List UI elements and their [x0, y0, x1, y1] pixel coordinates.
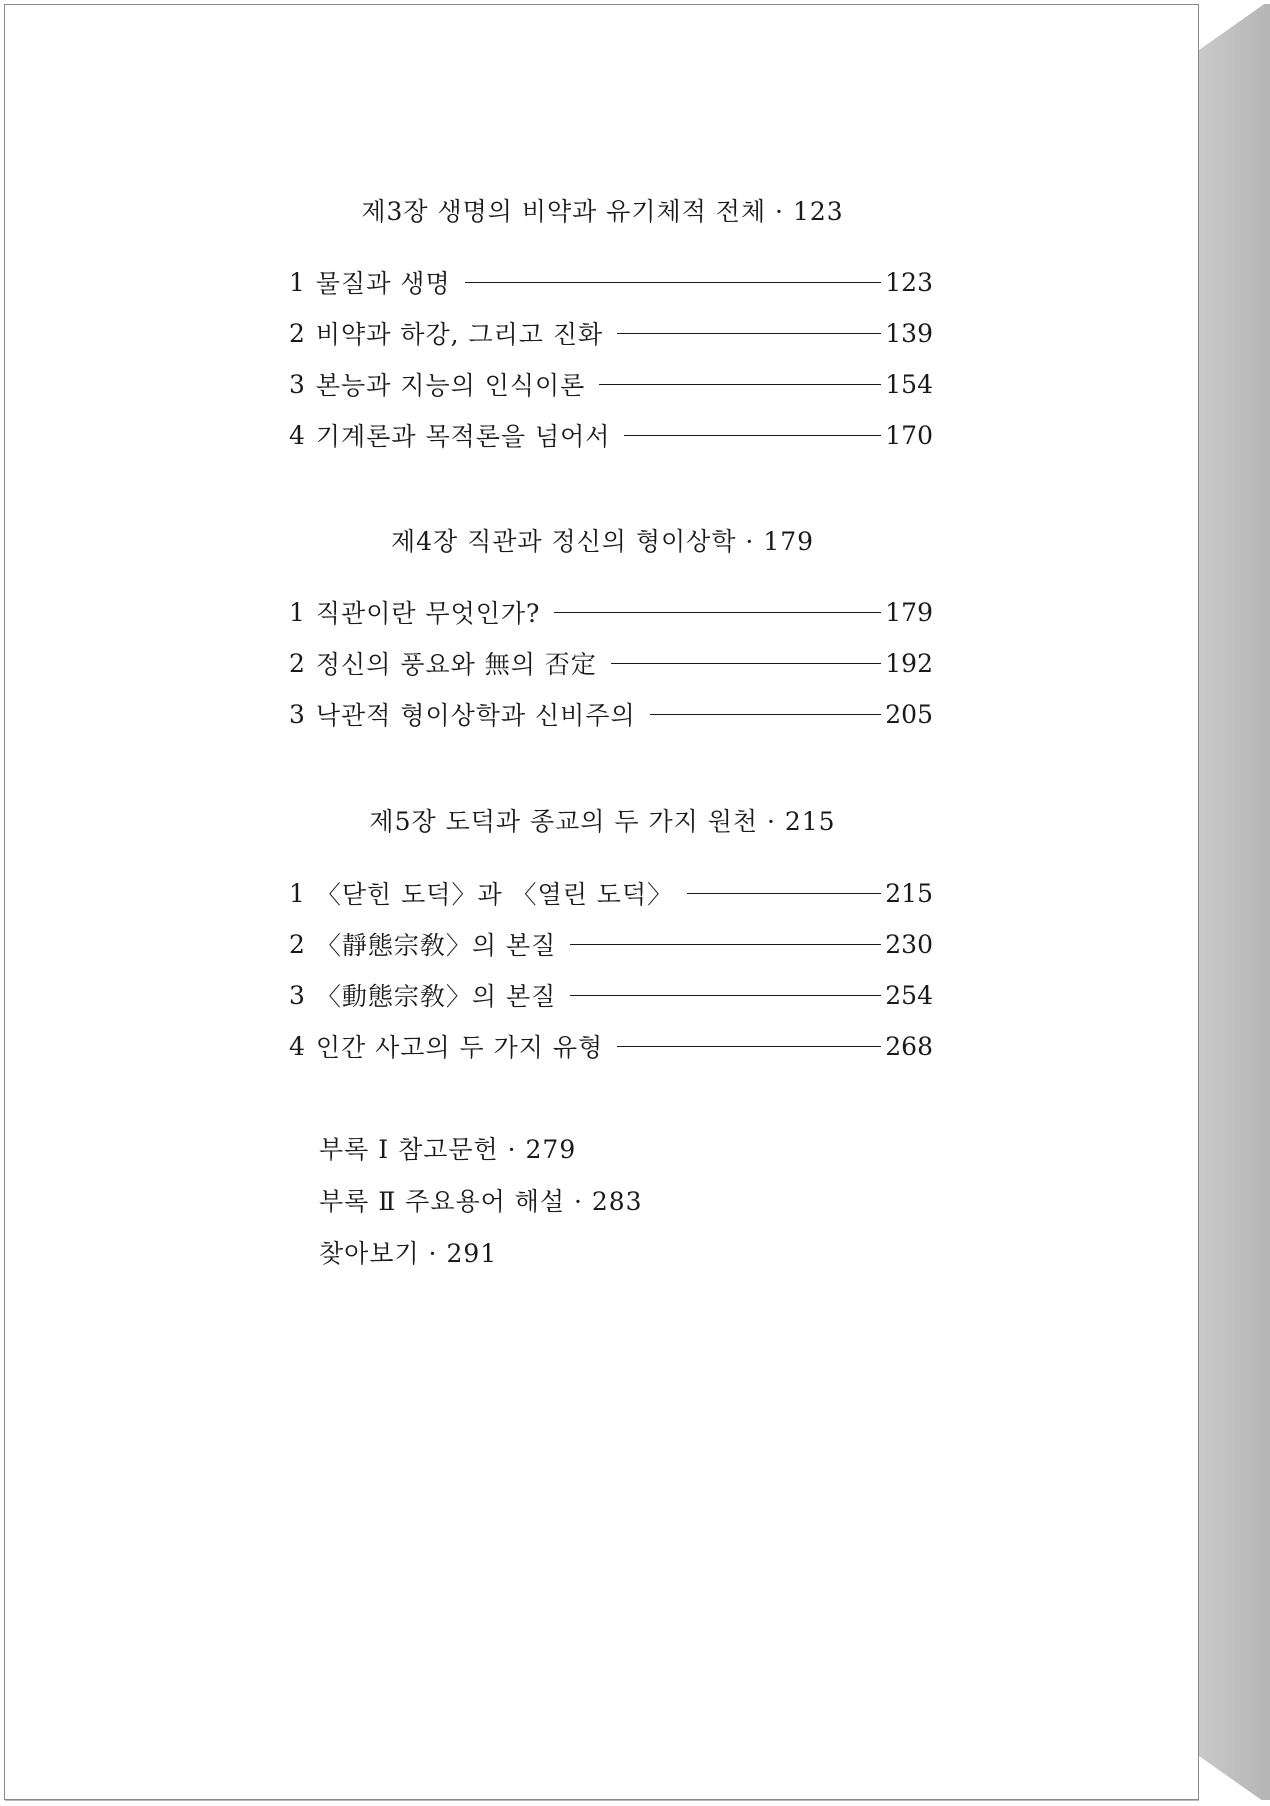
toc-entry[interactable]	[289, 594, 933, 630]
entry-number: 2	[289, 648, 306, 678]
entry-number: 4	[289, 420, 306, 450]
entry-title: 본능과 지능의 인식이론	[315, 371, 586, 400]
entry-title: 정신의 풍요와 無의 否定	[315, 650, 597, 679]
toc-entry[interactable]	[289, 926, 933, 962]
leader-line	[650, 714, 882, 715]
book-spine	[1199, 4, 1270, 1800]
chapter-5-title: 제5장 도덕과 종교의 두 가지 원천 · 215	[369, 807, 836, 836]
toc-entry[interactable]	[289, 1028, 933, 1064]
leader-line	[617, 1046, 881, 1047]
entry-title: 비약과 하강, 그리고 진화	[315, 320, 604, 349]
toc-entry[interactable]	[289, 417, 933, 453]
book-page	[4, 4, 1199, 1800]
entry-title: 〈動態宗敎〉의 본질	[315, 982, 557, 1011]
toc-entry[interactable]	[289, 696, 933, 732]
entry-number: 3	[289, 699, 306, 729]
entry-page: 170	[885, 420, 933, 450]
spine-bottom-corner	[1199, 1756, 1270, 1806]
appendix-references[interactable]: 부록 Ⅰ 참고문헌 · 279	[319, 1135, 577, 1164]
entry-title: 직관이란 무엇인가?	[315, 599, 541, 628]
entry-page: 215	[885, 878, 933, 908]
entry-page: 139	[885, 318, 933, 348]
index-link[interactable]: 찾아보기 · 291	[319, 1239, 498, 1268]
entry-page: 254	[885, 980, 933, 1010]
entry-page: 123	[885, 267, 933, 297]
entry-number: 4	[289, 1031, 306, 1061]
toc-entry[interactable]	[289, 875, 933, 911]
leader-line	[624, 435, 881, 436]
toc-entry[interactable]	[289, 977, 933, 1013]
toc-entry[interactable]	[289, 645, 933, 681]
entry-page: 154	[885, 369, 933, 399]
appendix-glossary[interactable]: 부록 Ⅱ 주요용어 해설 · 283	[319, 1187, 643, 1216]
entry-number: 3	[289, 980, 306, 1010]
leader-line	[570, 995, 881, 996]
leader-line	[611, 663, 881, 664]
entry-title: 물질과 생명	[315, 269, 451, 298]
entry-page: 192	[885, 648, 933, 678]
toc-entry[interactable]	[289, 315, 933, 351]
entry-page: 268	[885, 1031, 933, 1061]
leader-line	[465, 282, 882, 283]
entry-number: 1	[289, 878, 306, 908]
entry-number: 2	[289, 318, 306, 348]
chapter-4-title: 제4장 직관과 정신의 형이상학 · 179	[390, 527, 815, 556]
entry-title: 〈靜態宗敎〉의 본질	[315, 931, 557, 960]
entry-title: 인간 사고의 두 가지 유형	[315, 1033, 604, 1062]
leader-line	[554, 612, 881, 613]
entry-number: 1	[289, 267, 306, 297]
leader-line	[599, 384, 881, 385]
leader-line	[570, 944, 881, 945]
entry-page: 205	[885, 699, 933, 729]
entry-page: 230	[885, 929, 933, 959]
entry-title: 기계론과 목적론을 넘어서	[315, 422, 611, 451]
entry-number: 1	[289, 597, 306, 627]
entry-number: 3	[289, 369, 306, 399]
leader-line	[687, 893, 881, 894]
toc-entry[interactable]	[289, 264, 933, 300]
spine-top-corner	[1199, 0, 1270, 50]
entry-number: 2	[289, 929, 306, 959]
entry-page: 179	[885, 597, 933, 627]
entry-title: 〈닫힌 도덕〉과 〈열린 도덕〉	[315, 880, 674, 909]
entry-title: 낙관적 형이상학과 신비주의	[315, 701, 636, 730]
toc-entry[interactable]	[289, 366, 933, 402]
leader-line	[617, 333, 881, 334]
chapter-3-title: 제3장 생명의 비약과 유기체적 전체 · 123	[361, 197, 844, 226]
